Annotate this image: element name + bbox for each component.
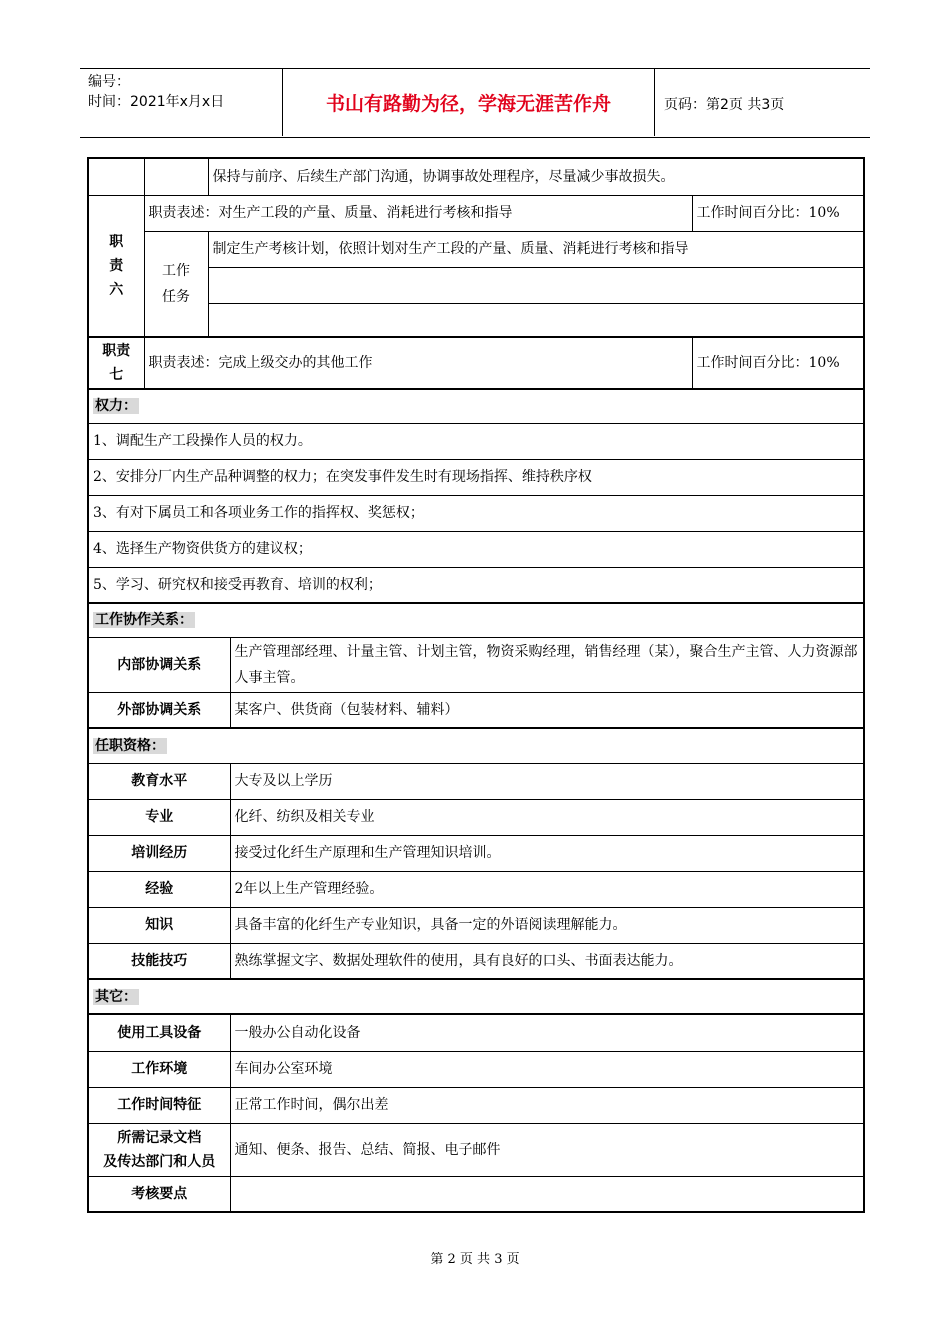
qualification-label: 知识: [88, 907, 230, 943]
qualification-value: 大专及以上学历: [230, 763, 864, 799]
other-label: 考核要点: [88, 1176, 230, 1212]
list-item: [88, 531, 864, 567]
table-row: [88, 1176, 864, 1212]
table-row: [88, 907, 864, 943]
duty-6-task-label: 工作 任务: [144, 231, 208, 337]
other-value: 车间办公室环境: [230, 1051, 864, 1087]
table-row: [88, 835, 864, 871]
table-row: [88, 158, 864, 195]
other-label: 工作环境: [88, 1051, 230, 1087]
other-value: [230, 1176, 864, 1212]
table-row: [88, 1123, 864, 1176]
qualification-label: 培训经历: [88, 835, 230, 871]
other-label: 工作时间特征: [88, 1087, 230, 1123]
section-title-qualifications: 任职资格：: [88, 728, 864, 763]
external-relations-label: 外部协调关系: [88, 692, 230, 728]
table-row: [88, 728, 864, 763]
section-title-others: 其它：: [88, 979, 864, 1014]
list-item: [88, 567, 864, 603]
table-row: [88, 1014, 864, 1051]
power-item: 1、调配生产工段操作人员的权力。: [88, 423, 864, 459]
power-item: 5、学习、研究权和接受再教育、培训的权利；: [88, 567, 864, 603]
qualification-value: 2年以上生产管理经验。: [230, 871, 864, 907]
table-row: [88, 943, 864, 979]
duty-7-label: 职责 七: [88, 337, 144, 389]
duty-6-label: 职 责 六: [88, 195, 144, 337]
power-item: 4、选择生产物资供货方的建议权；: [88, 531, 864, 567]
power-item: 2、安排分厂内生产品种调整的权力；在突发事件发生时有现场指挥、维持秩序权: [88, 459, 864, 495]
qualification-label: 技能技巧: [88, 943, 230, 979]
document-time: 时间：2021年x月x日: [88, 94, 225, 110]
section-title-relations: 工作协作关系：: [88, 603, 864, 637]
list-item: [88, 423, 864, 459]
external-relations-value: 某客户、供货商（包装材料、辅料）: [230, 692, 864, 728]
duty-7-description: 职责表述：完成上级交办的其他工作: [144, 337, 692, 389]
power-item: 3、有对下属员工和各项业务工作的指挥权、奖惩权；: [88, 495, 864, 531]
document-number: 编号：: [88, 74, 130, 90]
qualification-value: 化纤、纺织及相关专业: [230, 799, 864, 835]
header-page-code: 页码：第2页 共3页: [664, 97, 785, 113]
other-value: 通知、便条、报告、总结、简报、电子邮件: [230, 1123, 864, 1176]
qualification-label: 经验: [88, 871, 230, 907]
task-text: 保持与前序、后续生产部门沟通，协调事故处理程序，尽量减少事故损失。: [208, 158, 864, 195]
qualification-value: 熟练掌握文字、数据处理软件的使用，具有良好的口头、书面表达能力。: [230, 943, 864, 979]
duty-6-task: 制定生产考核计划，依照计划对生产工段的产量、质量、消耗进行考核和指导: [208, 231, 864, 267]
qualification-value: 接受过化纤生产原理和生产管理知识培训。: [230, 835, 864, 871]
qualification-label: 教育水平: [88, 763, 230, 799]
duty-6-task: [208, 303, 864, 337]
duty-7-time-percent: 工作时间百分比：10%: [692, 337, 864, 389]
internal-relations-value: 生产管理部经理、计量主管、计划主管，物资采购经理，销售经理（某），聚合生产主管、人力资源部人事主管。: [230, 637, 864, 692]
table-row: [88, 1051, 864, 1087]
job-description-table: [87, 157, 865, 1213]
table-row: [88, 1087, 864, 1123]
table-row: [88, 799, 864, 835]
table-row: [88, 763, 864, 799]
duty-6-task: [208, 267, 864, 303]
duty-6-time-percent: 工作时间百分比：10%: [692, 195, 864, 231]
other-label: 使用工具设备: [88, 1014, 230, 1051]
qualification-label: 专业: [88, 799, 230, 835]
table-row: [88, 337, 864, 389]
table-row: [88, 231, 864, 267]
table-row: [88, 195, 864, 231]
header-meta: [88, 72, 224, 112]
other-label: 所需记录文档 及传达部门和人员: [88, 1123, 230, 1176]
duty-6-description: 职责表述：对生产工段的产量、质量、消耗进行考核和指导: [144, 195, 692, 231]
table-row: [88, 637, 864, 692]
page-footer: 第 2 页 共 3 页: [430, 1252, 520, 1267]
table-row: [88, 871, 864, 907]
section-title-powers: 权力：: [88, 389, 864, 423]
internal-relations-label: 内部协调关系: [88, 637, 230, 692]
header-divider: [654, 68, 655, 136]
header-motto: 书山有路勤为径，学海无涯苦作舟: [325, 92, 611, 115]
qualification-value: 具备丰富的化纤生产专业知识，具备一定的外语阅读理解能力。: [230, 907, 864, 943]
table-row: [88, 979, 864, 1014]
other-value: 正常工作时间，偶尔出差: [230, 1087, 864, 1123]
other-value: 一般办公自动化设备: [230, 1014, 864, 1051]
list-item: [88, 459, 864, 495]
table-row: [88, 389, 864, 423]
table-row: [88, 603, 864, 637]
table-row: [88, 692, 864, 728]
list-item: [88, 495, 864, 531]
